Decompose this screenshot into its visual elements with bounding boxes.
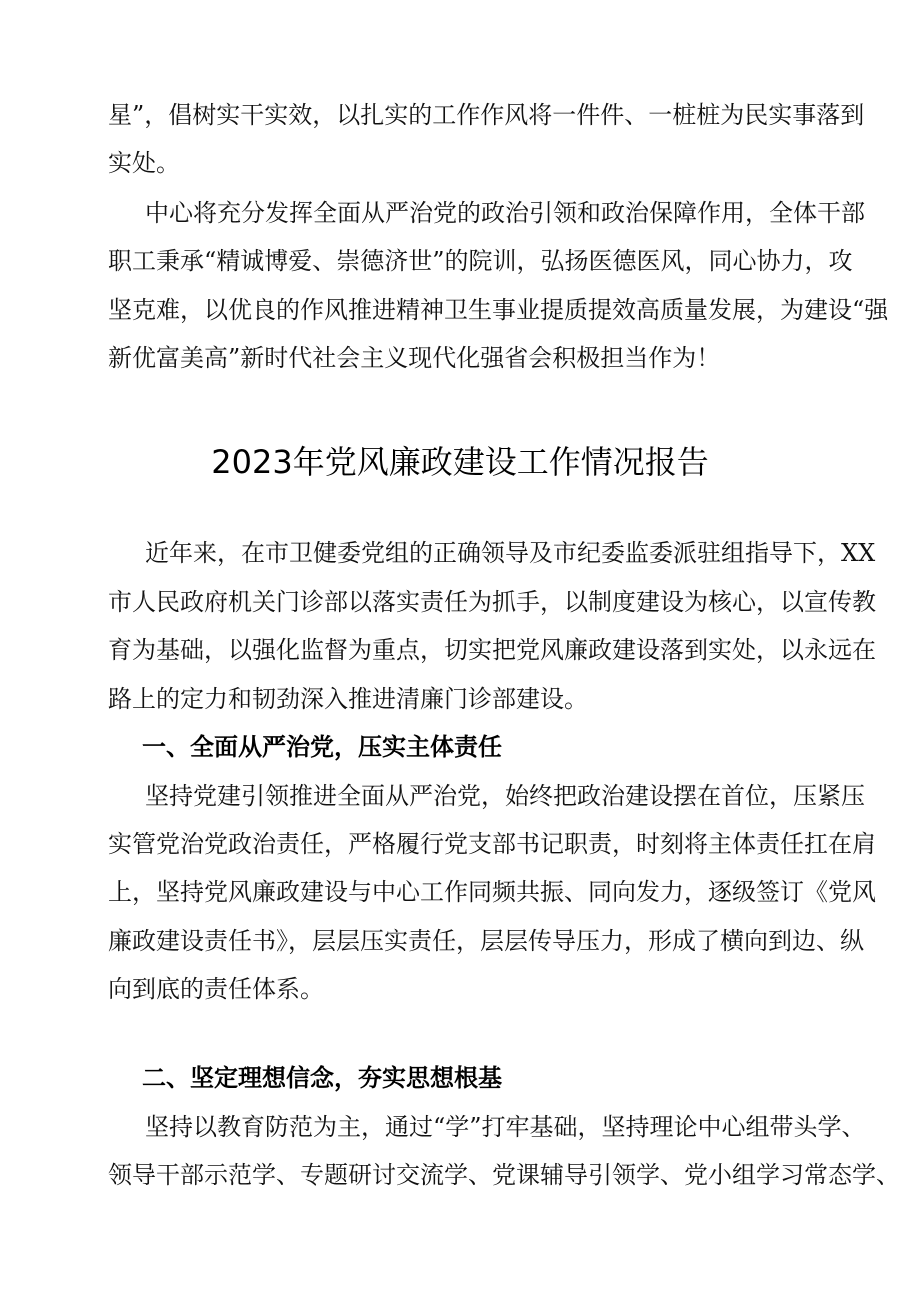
paragraph-line: 向到底的责任体系。 bbox=[108, 975, 324, 1003]
paragraph-line: 星”，倡树实干实效，以扎实的工作作风将一件件、一桩桩为民实事落到 bbox=[108, 101, 865, 129]
paragraph-line: 市人民政府机关门诊部以落实责任为抓手，以制度建设为核心，以宣传教 bbox=[108, 588, 876, 616]
paragraph-line: 育为基础，以强化监督为重点，切实把党风廉政建设落到实处，以永远在 bbox=[108, 636, 876, 664]
paragraph-line: 中心将充分发挥全面从严治党的政治引领和政治保障作用，全体干部 bbox=[145, 199, 865, 227]
paragraph-line: 廉政建设责任书》，层层压实责任，层层传导压力，形成了横向到边、纵 bbox=[108, 927, 864, 955]
paragraph-line: 实处。 bbox=[108, 149, 180, 177]
paragraph-line: 职工秉承“精诚博爱、崇德济世”的院训，弘扬医德医风，同心协力，攻 bbox=[108, 247, 853, 275]
paragraph-line: 实管党治党政治责任，严格履行党支部书记职责，时刻将主体责任扛在肩 bbox=[108, 830, 876, 858]
paragraph-line: 近年来，在市卫健委党组的正确领导及市纪委监委派驻组指导下，XX bbox=[145, 539, 876, 567]
paragraph-line: 上，坚持党风廉政建设与中心工作同频共振、同向发力，逐级签订《党风 bbox=[108, 878, 876, 906]
paragraph-line: 坚持以教育防范为主，通过“学”打牢基础，坚持理论中心组带头学、 bbox=[145, 1113, 866, 1141]
paragraph-line: 坚克难，以优良的作风推进精神卫生事业提质提效高质量发展，为建设“强 bbox=[108, 296, 889, 324]
report-title: 2023年党风廉政建设工作情况报告 bbox=[211, 443, 709, 481]
section-heading: 二、坚定理想信念，夯实思想根基 bbox=[142, 1064, 502, 1092]
section-heading: 一、全面从严治党，压实主体责任 bbox=[142, 733, 502, 761]
paragraph-line: 领导干部示范学、专题研讨交流学、党课辅导引领学、党小组学习常态学、 bbox=[108, 1161, 900, 1189]
paragraph-line: 新优富美高”新时代社会主义现代化强省会积极担当作为！ bbox=[108, 344, 721, 372]
paragraph-line: 坚持党建引领推进全面从严治党，始终把政治建设摆在首位，压紧压 bbox=[145, 782, 865, 810]
paragraph-line: 路上的定力和韧劲深入推进清廉门诊部建设。 bbox=[108, 685, 588, 713]
